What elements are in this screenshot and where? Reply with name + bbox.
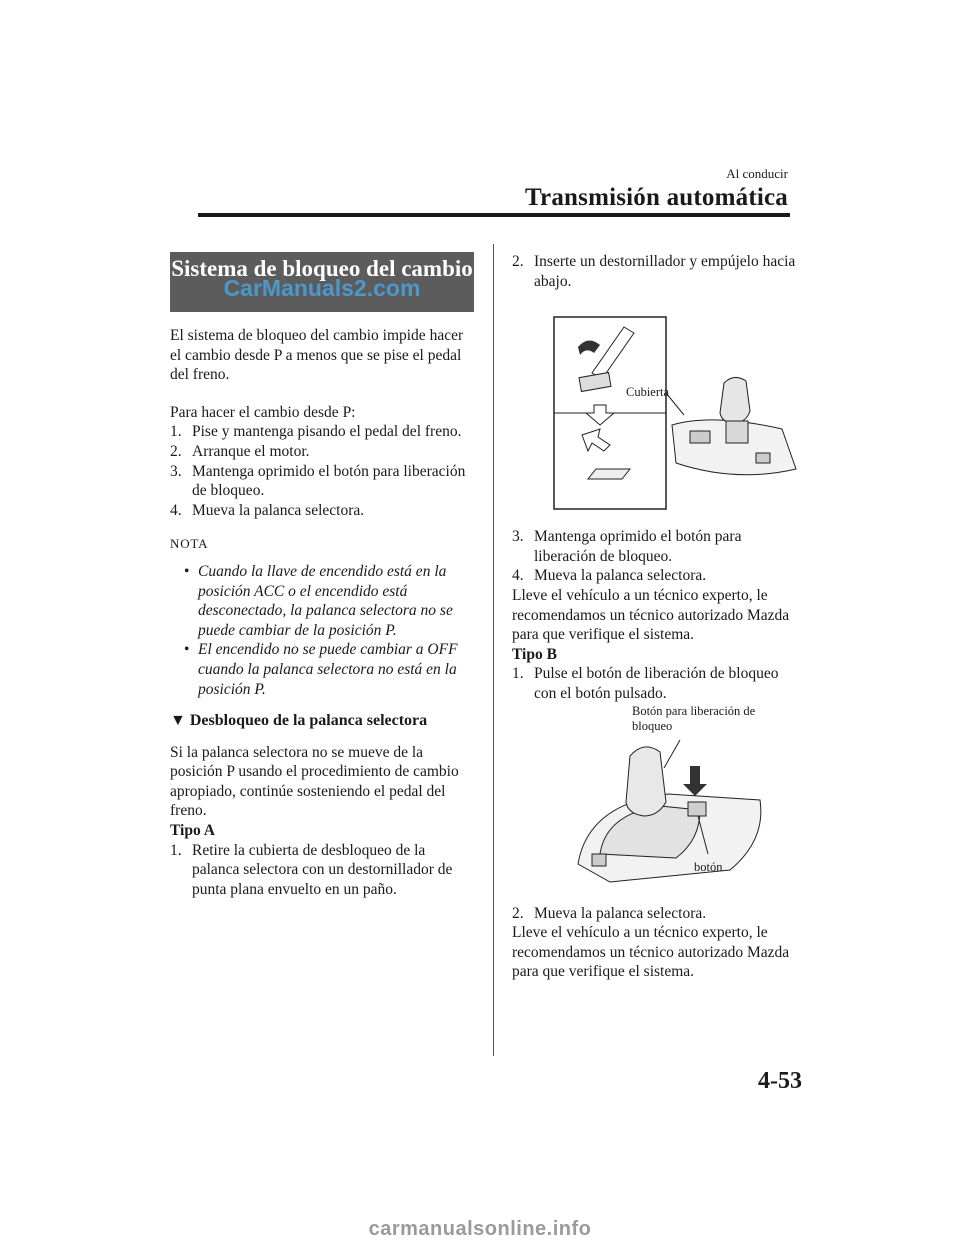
advice-paragraph: Lleve el vehículo a un técnico experto, le recomendamos un técnico autorizado Mazda para que verifique el sistema. — [512, 924, 790, 981]
list-item: 1. Pulse el botón de liberación de bloqueo con el botón pulsado. — [512, 665, 779, 702]
list-item: 2. Mueva la palanca selectora. — [512, 904, 707, 922]
tipo-a-label: Tipo A — [170, 822, 215, 840]
intro-paragraph: El sistema de bloqueo del cambio impide hacer el cambio desde P a menos que se pise el pedal del freno. — [170, 327, 464, 384]
list-item: 3. Mantenga oprimido el botón para liberación de bloqueo. — [512, 528, 742, 565]
chapter-label: Al conducir — [726, 166, 788, 181]
nota-item: • El encendido no se puede cambiar a OFF cuando la palanca selectora no está en la posición P. — [184, 641, 458, 698]
list-item: 4. Mueva la palanca selectora. — [512, 567, 707, 585]
tipo-b-label: Tipo B — [512, 645, 557, 663]
steps-list — [170, 422, 474, 520]
list-item: 2. Inserte un destornillador y empújelo hacia abajo. — [512, 253, 796, 290]
header-rule — [198, 213, 790, 217]
list-item: 4. Mueva la palanca selectora. — [170, 501, 365, 519]
cover-removal-illustration — [512, 313, 802, 513]
list-item: 3. Mantenga oprimido el botón para liberación de bloqueo. — [170, 462, 466, 500]
sub-intro: Si la palanca selectora no se mueve de la posición P usando el procedimiento de cambio apropiado, continúe sosteniendo el pedal del freno. — [170, 743, 459, 820]
figure-label-release-button: Botón para liberación de bloqueo — [632, 703, 756, 733]
list-item: 1. Pise y mantenga pisando el pedal del freno. — [170, 423, 462, 441]
column-divider — [493, 244, 494, 1056]
nota-label: NOTA — [170, 536, 209, 552]
left-column — [170, 252, 474, 899]
figure-label-cubierta: Cubierta — [626, 385, 670, 400]
steps-intro: Para hacer el cambio desde P: — [170, 403, 356, 421]
nota-item: • Cuando la llave de encendido está en la posición ACC o el encendido está desconectado, la palanca selectora no se puede cambiar de la posición P. — [184, 562, 453, 639]
advice-paragraph: Lleve el vehículo a un técnico experto, le recomendamos un técnico autorizado Mazda para que verifique el sistema. — [512, 586, 790, 644]
right-column — [512, 252, 802, 982]
figure-cover-removal — [512, 313, 802, 513]
banner-title: Sistema de bloqueo del cambio — [171, 256, 473, 281]
subheading: ▼ Desbloqueo de la palanca selectora — [170, 712, 428, 730]
section-title: Transmisión automática — [525, 184, 788, 211]
list-item: 2. Arranque el motor. — [170, 442, 310, 460]
figure-release-button — [512, 704, 802, 894]
banner-watermark: CarManuals2.com — [223, 275, 421, 301]
section-banner — [170, 252, 474, 312]
list-item: 1. Retire la cubierta de desbloqueo de la palanca selectora con un destornillador de punta plana envuelto en un paño. — [170, 841, 453, 898]
footer-watermark: carmanualsonline.info — [368, 1218, 592, 1240]
figure-label-boton: botón — [694, 859, 723, 874]
page-number: 4-53 — [758, 1068, 802, 1094]
